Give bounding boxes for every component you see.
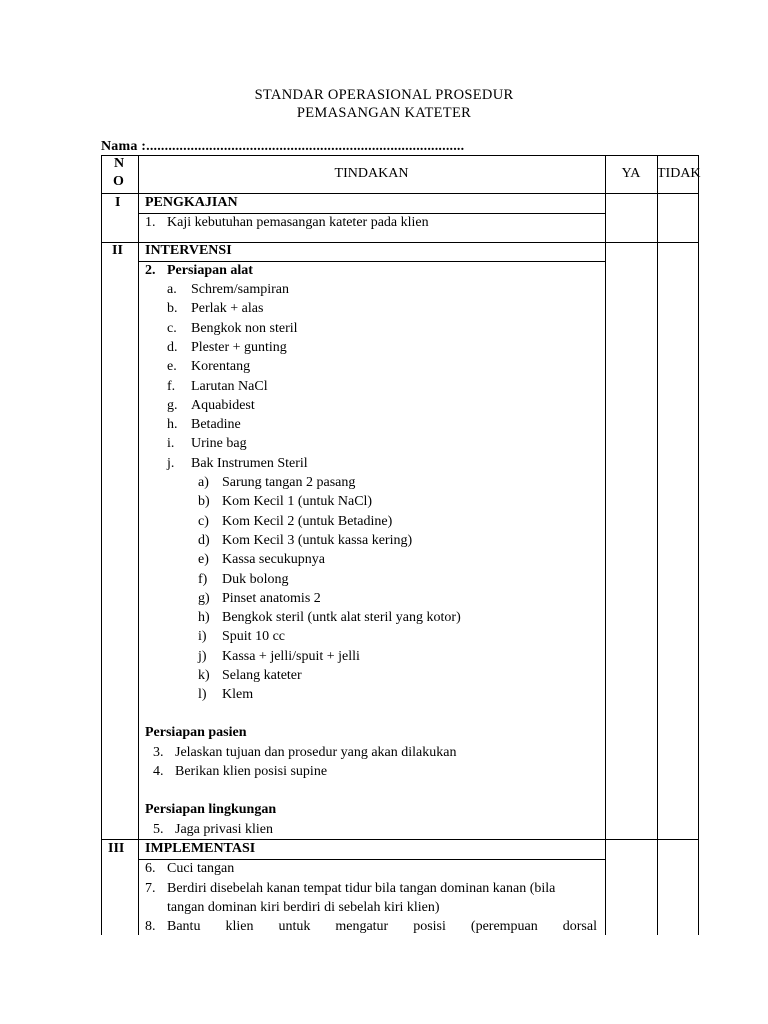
alat-item-marker: h. bbox=[167, 417, 178, 433]
section-no-ii: II bbox=[112, 243, 123, 258]
bak-item-marker: g) bbox=[198, 590, 210, 606]
bak-item-text: Klem bbox=[222, 687, 254, 703]
item-text-justified bbox=[167, 918, 597, 935]
bak-item-marker: j) bbox=[198, 648, 207, 664]
header-tidak: TIDAK bbox=[657, 166, 701, 181]
item-word: posisi bbox=[413, 919, 446, 934]
item-word: dorsal bbox=[562, 919, 597, 934]
item-text: Jaga privasi klien bbox=[175, 822, 273, 837]
alat-item-text: Larutan NaCl bbox=[191, 378, 268, 394]
col-divider-tindakan bbox=[605, 155, 606, 935]
bak-item-text: Spuit 10 cc bbox=[222, 629, 285, 645]
bak-item-marker: l) bbox=[198, 687, 207, 703]
section-title-intervensi: INTERVENSI bbox=[145, 243, 232, 258]
item-number: 6. bbox=[145, 861, 156, 876]
header-ya: YA bbox=[621, 166, 641, 181]
bak-item-text: Bengkok steril (untk alat steril yang kotor) bbox=[222, 610, 461, 626]
alat-item-marker: b. bbox=[167, 301, 178, 317]
header-no-bottom: O bbox=[113, 174, 124, 189]
document-title-line1: STANDAR OPERASIONAL PROSEDUR bbox=[254, 87, 514, 103]
item-word: (perempuan bbox=[470, 919, 538, 934]
item-number: 2. bbox=[145, 263, 156, 278]
document-title-line2: PEMASANGAN KATETER bbox=[296, 105, 472, 121]
bak-item-marker: e) bbox=[198, 552, 209, 568]
col-divider-no bbox=[138, 155, 139, 935]
item-number: 3. bbox=[153, 745, 164, 760]
item-word: untuk bbox=[278, 919, 311, 934]
alat-item-text: Aquabidest bbox=[191, 397, 255, 413]
item-word: mengatur bbox=[335, 919, 389, 934]
item-number: 1. bbox=[145, 215, 156, 230]
alat-item-text: Urine bag bbox=[191, 436, 247, 452]
item-text: Kaji kebutuhan pemasangan kateter pada klien bbox=[167, 215, 429, 230]
nama-field-label: Nama :...................................................................................... bbox=[101, 139, 465, 154]
bak-item-marker: d) bbox=[198, 532, 210, 548]
alat-item-text: Korentang bbox=[191, 359, 251, 375]
alat-item-text: Schrem/sampiran bbox=[191, 282, 289, 297]
alat-item-marker: j. bbox=[167, 455, 175, 471]
alat-item-marker: c. bbox=[167, 320, 177, 336]
alat-item-marker: g. bbox=[167, 397, 178, 413]
col-divider-ya bbox=[657, 155, 658, 935]
bak-item-text: Kassa secukupnya bbox=[222, 552, 326, 568]
alat-item-text: Bengkok non steril bbox=[191, 320, 298, 336]
item-number: 5. bbox=[153, 822, 164, 837]
item-text-continued: tangan dominan kiri berdiri di sebelah kiri klien) bbox=[167, 900, 440, 915]
item-word: Bantu bbox=[167, 919, 201, 934]
bak-item-text: Selang kateter bbox=[222, 668, 302, 683]
bak-item-marker: c) bbox=[198, 513, 209, 529]
alat-item-text: Plester + gunting bbox=[191, 339, 287, 355]
item-number: 4. bbox=[153, 764, 164, 779]
section-title-pengkajian: PENGKAJIAN bbox=[145, 195, 238, 210]
item-text: Berikan klien posisi supine bbox=[175, 764, 328, 779]
bak-item-marker: i) bbox=[198, 629, 207, 645]
alat-item-marker: f. bbox=[167, 378, 176, 394]
item-text: Jelaskan tujuan dan prosedur yang akan dilakukan bbox=[175, 745, 457, 760]
section-no-i: I bbox=[115, 195, 121, 210]
alat-item-marker: e. bbox=[167, 359, 177, 375]
header-tindakan: TINDAKAN bbox=[334, 166, 409, 181]
bak-item-text: Pinset anatomis 2 bbox=[222, 590, 321, 606]
section-title-implementasi: IMPLEMENTASI bbox=[145, 841, 256, 856]
subheading-persiapan-lingkungan: Persiapan lingkungan bbox=[145, 802, 277, 817]
bak-item-text: Kassa + jelli/spuit + jelli bbox=[222, 648, 360, 664]
bak-item-text: Duk bolong bbox=[222, 571, 289, 587]
alat-item-text: Bak Instrumen Steril bbox=[191, 455, 308, 471]
alat-item-marker: d. bbox=[167, 339, 178, 355]
bak-item-text: Kom Kecil 2 (untuk Betadine) bbox=[222, 513, 393, 529]
subheading-persiapan-pasien: Persiapan pasien bbox=[145, 725, 247, 740]
section-no-iii: III bbox=[108, 841, 125, 856]
bak-item-text: Sarung tangan 2 pasang bbox=[222, 475, 356, 490]
bak-item-marker: h) bbox=[198, 610, 210, 626]
bak-item-marker: b) bbox=[198, 494, 210, 510]
item-word: klien bbox=[225, 919, 254, 934]
item-number: 7. bbox=[145, 881, 156, 896]
alat-item-marker: a. bbox=[167, 282, 177, 297]
alat-item-text: Betadine bbox=[191, 417, 241, 433]
subheading-persiapan-alat: Persiapan alat bbox=[167, 263, 253, 278]
item-text: Cuci tangan bbox=[167, 861, 235, 876]
item-text: Berdiri disebelah kanan tempat tidur bila tangan dominan kanan (bila bbox=[167, 881, 556, 896]
bak-item-text: Kom Kecil 3 (untuk kassa kering) bbox=[222, 532, 413, 548]
bak-item-marker: f) bbox=[198, 571, 208, 587]
alat-item-text: Perlak + alas bbox=[191, 301, 264, 317]
bak-item-text: Kom Kecil 1 (untuk NaCl) bbox=[222, 494, 373, 510]
header-no-top: N bbox=[114, 156, 125, 171]
bak-item-marker: a) bbox=[198, 475, 209, 490]
alat-item-marker: i. bbox=[167, 436, 175, 452]
bak-item-marker: k) bbox=[198, 668, 210, 683]
item-number: 8. bbox=[145, 919, 156, 934]
